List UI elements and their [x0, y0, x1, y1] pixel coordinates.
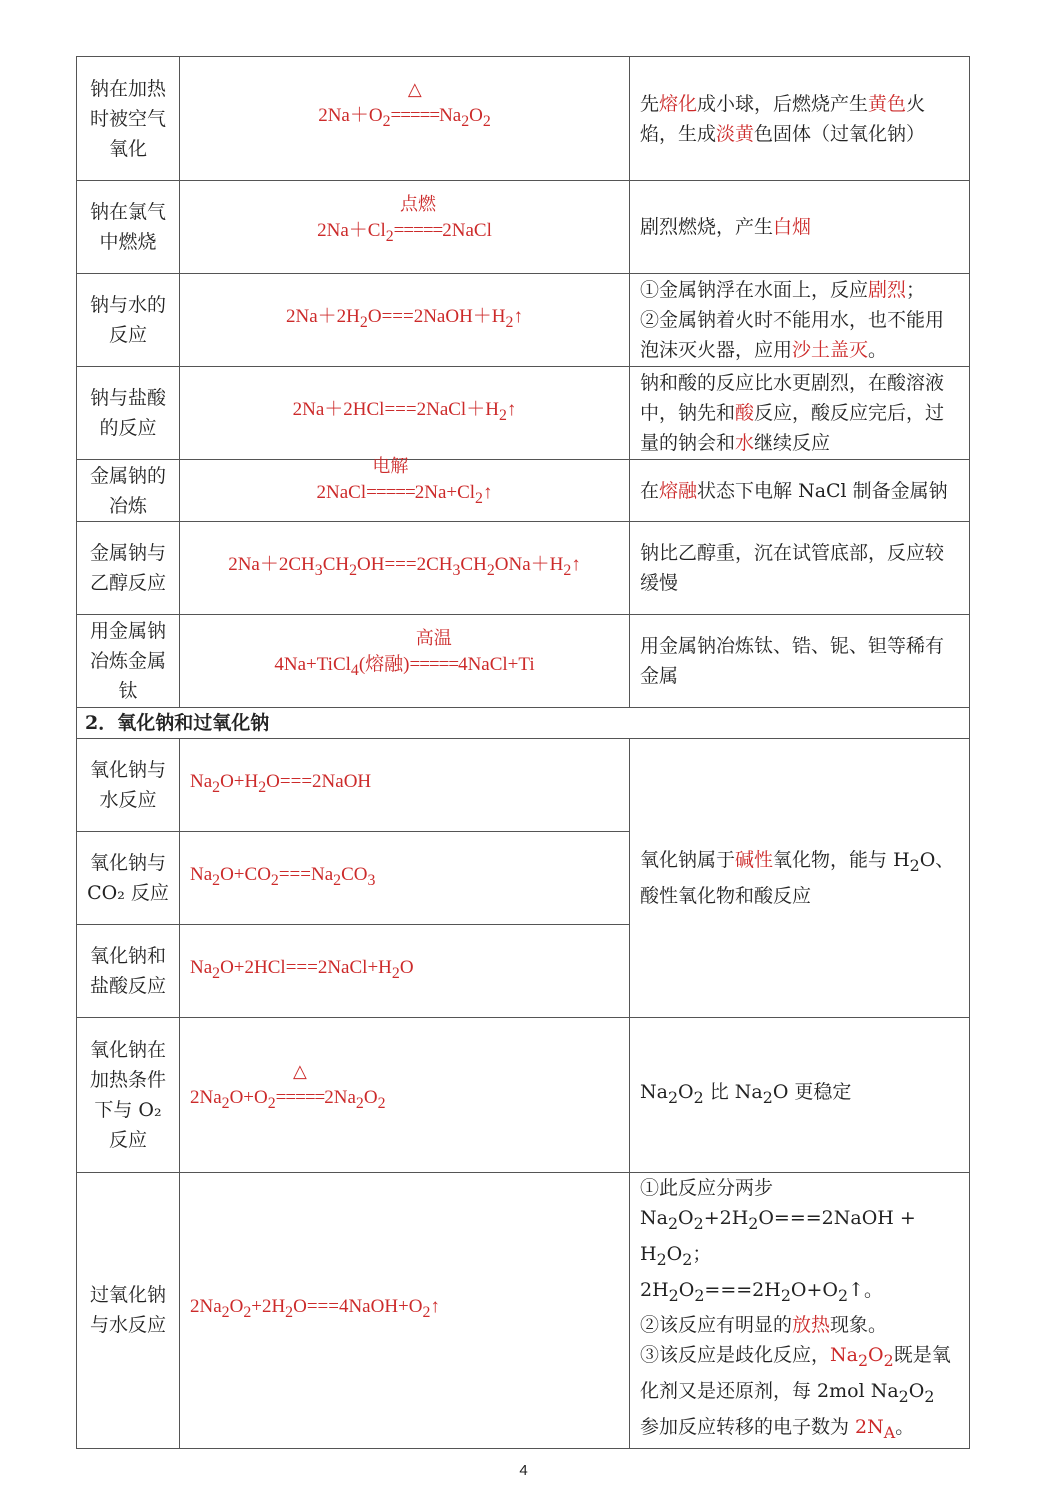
- equation: $Na_2O+2HCl===2NaCl+H_2O$: [180, 925, 630, 1018]
- description: 先熔化成小球，后燃烧产生黄色火焰，生成淡黄色固体（过氧化钠）: [630, 57, 970, 181]
- row-label: 钠与盐酸的反应: [77, 367, 180, 460]
- equation: $2Na_2O_2+2H_2O===4NaOH+O_2↑$: [180, 1173, 630, 1449]
- table-row: [77, 57, 970, 181]
- description: ①金属钠浮在水面上，反应剧烈； ②金属钠着火时不能用水，也不能用泡沫灭火器，应用沙土盖灭。: [630, 274, 970, 367]
- section-title: 2．氧化钠和过氧化钠: [77, 708, 970, 739]
- description: 在熔融状态下电解 NaCl 制备金属钠: [630, 460, 970, 522]
- description: 氧化钠属于碱性氧化物，能与 $H_2O$、酸性氧化物和酸反应: [630, 739, 970, 1018]
- description: 钠和酸的反应比水更剧烈，在酸溶液中，钠先和酸反应，酸反应完后，过量的钠会和水继续反应: [630, 367, 970, 460]
- equation: 2NaCl 电解 $=====2Na+Cl_2↑$: [180, 460, 630, 522]
- table-row: [77, 367, 970, 460]
- condition-triangle: △: [407, 78, 422, 99]
- row-label: 金属钠的冶炼: [77, 460, 180, 522]
- equation: $Na_2O+H_2O===2NaOH$: [180, 739, 630, 832]
- row-label: 用金属钠冶炼金属钛: [77, 615, 180, 708]
- row-label: 氧化钠在加热条件下与 O₂ 反应: [77, 1018, 180, 1173]
- description: ①此反应分两步 $Na_2O_2+2H_2O===2NaOH + H_2O_2$； $2H_2O_2===2H_2O+O_2↑$。 ②该反应有明显的放热现象。 ③该反应是歧化反应，$Na_2O_2$既是氧化剂又是还原剂，每 2mol $Na_2O_2$ 参加反应转移的电子数为 $2N_A$。: [630, 1173, 970, 1449]
- equation: $2Na+O_2$ △ $=====Na_2O_2$: [180, 57, 630, 181]
- reaction-table: [76, 56, 969, 1449]
- row-label: 氧化钠与水反应: [77, 739, 180, 832]
- row-label: 钠在氯气中燃烧: [77, 181, 180, 274]
- page-number: 4: [519, 1462, 528, 1479]
- table-row: [77, 615, 970, 708]
- equation: $Na_2O+CO_2===Na_2CO_3$: [180, 832, 630, 925]
- equation: $2Na+2H_2O===2NaOH+H_2↑$: [180, 274, 630, 367]
- description: $Na_2O_2$ 比 $Na_2O$ 更稳定: [630, 1018, 970, 1173]
- table-row: [77, 181, 970, 274]
- row-label: 钠在加热时被空气氧化: [77, 57, 180, 181]
- row-label: 氧化钠与 CO₂ 反应: [77, 832, 180, 925]
- equation: $2Na_2O+O_2$ △ $=====2Na_2O_2$: [180, 1018, 630, 1173]
- table-row: [77, 1173, 970, 1449]
- description: 钠比乙醇重，沉在试管底部，反应较缓慢: [630, 522, 970, 615]
- row-label: 过氧化钠与水反应: [77, 1173, 180, 1449]
- equation: 4Na+TiCl$_4$(熔融) 高温 =====4NaCl+Ti: [180, 615, 630, 708]
- equation: $2Na+Cl_2$ 点燃 =====2NaCl: [180, 181, 630, 274]
- table-row: [77, 460, 970, 522]
- row-label: 金属钠与乙醇反应: [77, 522, 180, 615]
- condition-triangle: △: [293, 1061, 307, 1082]
- equation: $2Na+2CH_3CH_2OH===2CH_3CH_2ONa+H_2↑$: [180, 522, 630, 615]
- table-row: [77, 522, 970, 615]
- equation: $2Na+2HCl===2NaCl+H_2↑$: [180, 367, 630, 460]
- description: 剧烈燃烧，产生白烟: [630, 181, 970, 274]
- row-label: 氧化钠和盐酸反应: [77, 925, 180, 1018]
- table-row: [77, 739, 970, 832]
- row-label: 钠与水的反应: [77, 274, 180, 367]
- table-row: [77, 1018, 970, 1173]
- section-header: [77, 708, 970, 739]
- description: 用金属钠冶炼钛、锆、铌、钽等稀有金属: [630, 615, 970, 708]
- table-row: [77, 274, 970, 367]
